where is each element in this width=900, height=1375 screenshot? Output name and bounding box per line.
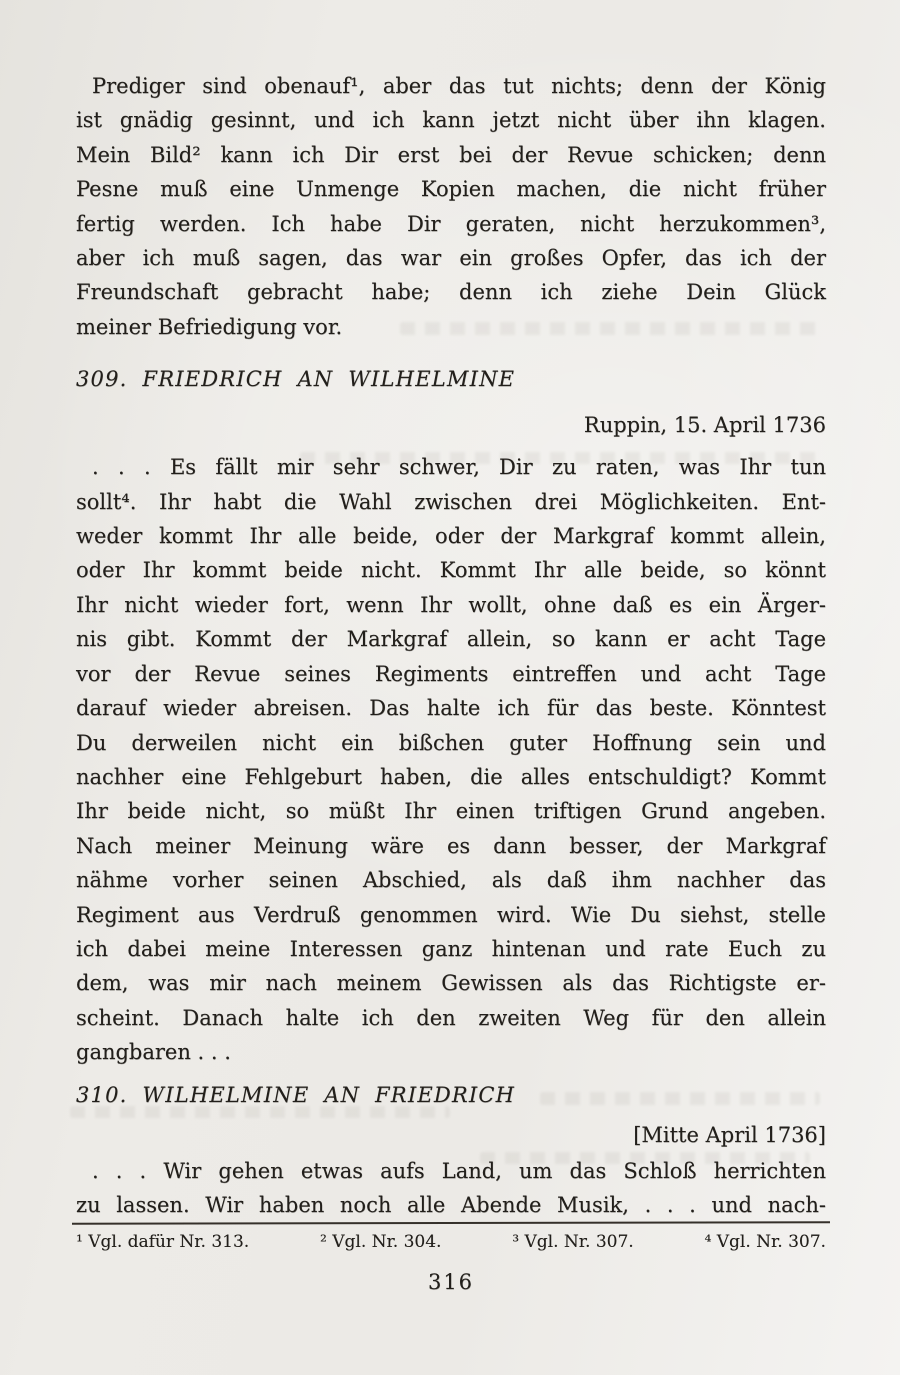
text-line: oder Ihr kommt beide nicht. Kommt Ihr alle beide, so könnt <box>76 558 826 583</box>
text-line: ich dabei meine Interessen ganz hintenan und rate Euch zu <box>76 936 826 961</box>
text-line: Du derweilen nicht ein bißchen guter Hoffnung sein und <box>76 730 826 755</box>
text-line: darauf wieder abreisen. Das halte ich für das beste. Könntest <box>76 696 826 721</box>
letter-309-heading: 309. FRIEDRICH AN WILHELMINE <box>76 367 516 392</box>
text-line: Ihr nicht wieder fort, wenn Ihr wollt, ohne daß es ein Ärger- <box>76 592 826 617</box>
letter-309-dateline: Ruppin, 15. April 1736 <box>583 413 826 438</box>
footnote-2: ² Vgl. Nr. 304. <box>320 1232 442 1253</box>
text-block <box>76 69 826 1294</box>
letter-309 <box>76 362 826 1069</box>
text-line: Mein Bild² kann ich Dir erst bei der Revue schicken; denn <box>76 142 826 167</box>
page-number: 316 <box>427 1270 475 1295</box>
text-line: gangbaren . . . <box>76 1040 231 1065</box>
letter-310-body <box>76 1154 826 1223</box>
text-line: meiner Befriedigung vor. <box>76 314 343 339</box>
footnote-rule <box>72 1222 830 1226</box>
text-line: Freundschaft gebracht habe; denn ich ziehe Dein Glück <box>76 280 826 305</box>
text-line: fertig werden. Ich habe Dir geraten, nicht herzukommen³, <box>76 211 826 236</box>
text-line: . . . Es fällt mir sehr schwer, Dir zu raten, was Ihr tun <box>92 455 826 480</box>
text-line: weder kommt Ihr alle beide, oder der Markgraf kommt allein, <box>76 524 826 549</box>
text-line: Regiment aus Verdruß genommen wird. Wie Du siehst, stelle <box>76 902 826 927</box>
text-line: nis gibt. Kommt der Markgraf allein, so kann er acht Tage <box>76 627 826 652</box>
text-line: dem, was mir nach meinem Gewissen als das Richtigste er- <box>76 971 826 996</box>
text-line: Pesne muß eine Unmenge Kopien machen, die nicht früher <box>76 177 826 202</box>
footnote-4: ⁴ Vgl. Nr. 307. <box>704 1232 826 1253</box>
footnotes <box>76 1230 826 1254</box>
text-line: sollt⁴. Ihr habt die Wahl zwischen drei Möglichkeiten. Ent- <box>76 489 826 514</box>
text-line: scheint. Danach halte ich den zweiten Weg für den allein <box>76 1005 826 1030</box>
paragraph-continuation <box>76 69 826 344</box>
letter-310 <box>76 1078 826 1223</box>
text-line: nachher eine Fehlgeburt haben, die alles entschuldigt? Kommt <box>76 764 826 789</box>
text-line: aber ich muß sagen, das war ein großes Opfer, das ich der <box>76 246 826 271</box>
letter-310-heading: 310. WILHELMINE AN FRIEDRICH <box>76 1082 516 1107</box>
letter-309-body <box>76 450 826 1069</box>
letter-310-dateline: [Mitte April 1736] <box>633 1122 826 1147</box>
text-line: Nach meiner Meinung wäre es dann besser, der Markgraf <box>76 833 826 858</box>
text-line: vor der Revue seines Regiments eintreffen und acht Tage <box>76 661 826 686</box>
text-line: ist gnädig gesinnt, und ich kann jetzt nicht über ihn klagen. <box>76 108 826 133</box>
footnote-1: ¹ Vgl. dafür Nr. 313. <box>76 1232 250 1253</box>
text-line: Ihr beide nicht, so müßt Ihr einen triftigen Grund angeben. <box>76 799 826 824</box>
text-line: zu lassen. Wir haben noch alle Abende Musik, . . . und nach- <box>76 1192 826 1217</box>
text-line: nähme vorher seinen Abschied, als daß ihm nachher das <box>76 868 826 893</box>
text-line: . . . Wir gehen etwas aufs Land, um das Schloß herrichten <box>92 1158 826 1183</box>
footnote-3: ³ Vgl. Nr. 307. <box>512 1232 634 1253</box>
text-line: Prediger sind obenauf¹, aber das tut nichts; denn der König <box>92 74 826 98</box>
